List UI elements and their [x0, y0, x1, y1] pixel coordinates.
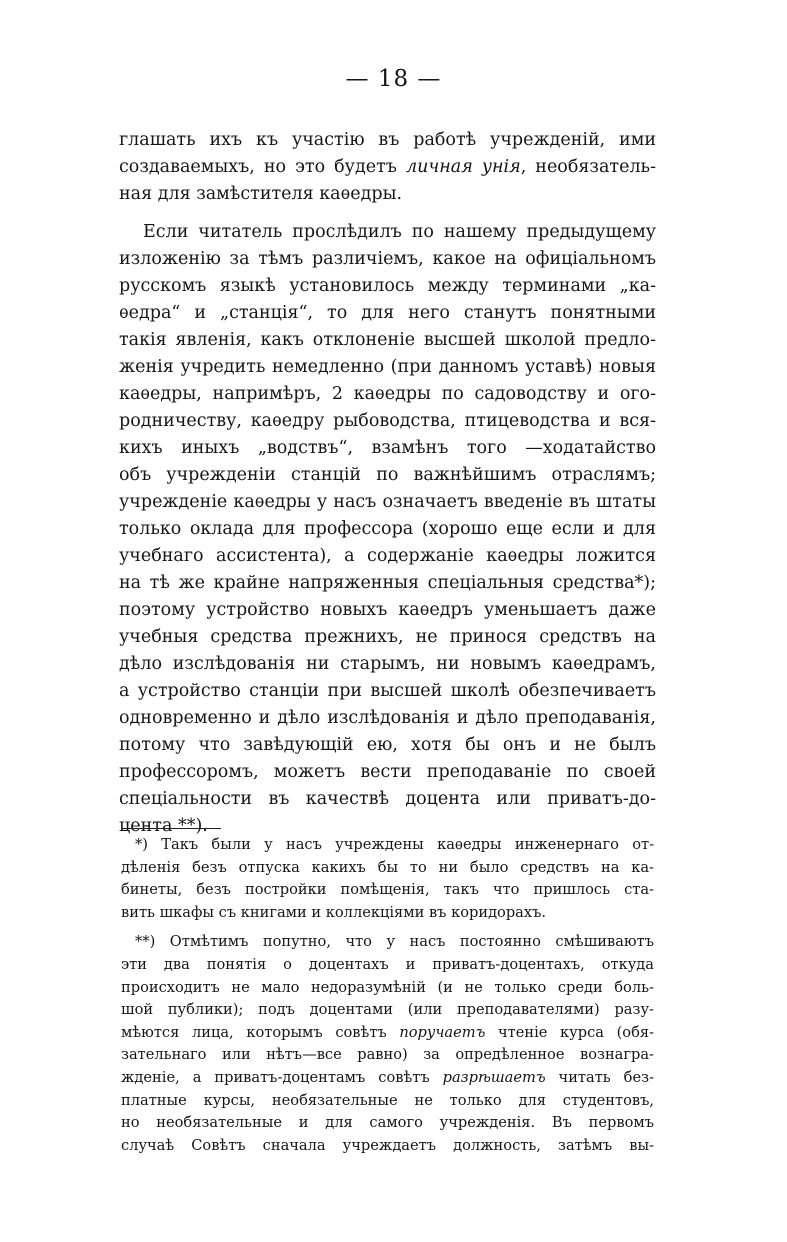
- text-line: цента **).: [119, 816, 208, 836]
- text-line: русскомъ языкѣ установилось между терминами „ка-: [119, 276, 656, 296]
- footnote-line: жденіе, а приватъ-доцентамъ совѣтъ разрѣшаетъ читать без-: [121, 1068, 654, 1086]
- text-line: а устройство станціи при высшей школѣ обезпечиваетъ: [119, 681, 656, 701]
- footnote-line: эти два понятія о доцентахъ и приватъ-доцентахъ, откуда: [121, 955, 654, 973]
- paragraph-2: [119, 219, 656, 840]
- page-number: — 18 —: [345, 66, 442, 92]
- footnote-line: *) Такъ были у насъ учреждены каѳедры инженернаго от-: [135, 836, 654, 853]
- paragraph-1: [119, 127, 656, 208]
- footnote-line: дѣленія безъ отпуска какихъ бы то ни было средствъ на ка-: [121, 858, 654, 876]
- main-text: [119, 127, 656, 840]
- text-line: объ учрежденіи станцій по важнѣйшимъ отраслямъ;: [119, 465, 656, 485]
- footnote-divider: [121, 828, 221, 829]
- text-line: учебнаго ассистента), а содержаніе каѳедры ложится: [119, 546, 656, 566]
- footnote-line: платные курсы, необязательные не только для студентовъ,: [121, 1091, 654, 1109]
- footnotes: [121, 834, 654, 1157]
- footnote-line: вить шкафы съ книгами и коллекціями въ коридорахъ.: [121, 903, 547, 921]
- footnote-line: шой публики); подъ доцентами (или преподавателями) разу-: [121, 1001, 654, 1019]
- text-line: кихъ иныхъ „водствъ“, взамѣнъ того —ходатайство: [119, 438, 656, 458]
- text-line: одновременно и дѣло изслѣдованія и дѣло преподаванія,: [119, 708, 656, 728]
- text-line: глашать ихъ къ участію въ работѣ учрежденій, ими: [119, 130, 656, 150]
- text-line: создаваемыхъ, но это будетъ личная унія, необязатель-: [119, 157, 656, 177]
- text-line: профессоромъ, можетъ вести преподаваніе по своей: [119, 762, 656, 782]
- text-line: Если читатель прослѣдилъ по нашему предыдущему: [143, 222, 656, 242]
- text-line: поэтому устройство новыхъ каѳедръ уменьшаетъ даже: [119, 600, 656, 620]
- footnote-line: случаѣ Совѣтъ сначала учреждаетъ должность, затѣмъ вы-: [121, 1136, 654, 1154]
- footnote-line: **) Отмѣтимъ попутно, что у насъ постоянно смѣшиваютъ: [135, 933, 654, 951]
- text-line: женія учредить немедленно (при данномъ уставѣ) новыя: [119, 357, 656, 377]
- footnote-line: зательнаго или нѣтъ—все равно) за опредѣленное вознагра-: [121, 1046, 654, 1064]
- footnote-line: но необязательные и для самого учрежденія. Въ первомъ: [121, 1114, 654, 1132]
- text-line: учрежденіе каѳедры у насъ означаетъ введеніе въ штаты: [119, 492, 656, 512]
- text-line: ѳедра“ и „станція“, то для него станутъ понятными: [119, 303, 656, 323]
- text-line: изложенію за тѣмъ различіемъ, какое на офиціальномъ: [119, 249, 656, 269]
- text-line: на тѣ же крайне напряженныя спеціальныя средства*);: [119, 573, 656, 593]
- text-line: дѣло изслѣдованія ни старымъ, ни новымъ каѳедрамъ,: [119, 654, 656, 674]
- emphasis: личная унія: [405, 157, 521, 177]
- footnote-line: мѣются лица, которымъ совѣтъ поручаетъ чтеніе курса (обя-: [121, 1023, 654, 1041]
- text-line: такія явленія, какъ отклоненіе высшей школой предло-: [119, 330, 656, 350]
- text-line: потому что завѣдующій ею, хотя бы онъ и не былъ: [119, 735, 656, 755]
- text-line: каѳедры, напримѣръ, 2 каѳедры по садоводству и ого-: [119, 384, 656, 404]
- text-line: учебныя средства прежнихъ, не принося средствъ на: [119, 627, 656, 647]
- text-line: спеціальности въ качествѣ доцента или приватъ-до-: [119, 789, 656, 809]
- footnote-1: [121, 834, 654, 924]
- footnote-line: бинеты, безъ постройки помѣщенія, такъ что пришлось ста-: [121, 881, 654, 899]
- text-line: только оклада для профессора (хорошо еще если и для: [119, 519, 656, 539]
- emphasis: разрѣшаетъ: [442, 1068, 546, 1086]
- text-line: родничеству, каѳедру рыбоводства, птицеводства и вся-: [119, 411, 656, 431]
- emphasis: поручаетъ: [399, 1023, 486, 1041]
- footnote-2: [121, 931, 654, 1157]
- footnote-line: происходитъ не мало недоразумѣній (и не только среди боль-: [121, 978, 654, 996]
- text-line: ная для замѣстителя каѳедры.: [119, 184, 403, 204]
